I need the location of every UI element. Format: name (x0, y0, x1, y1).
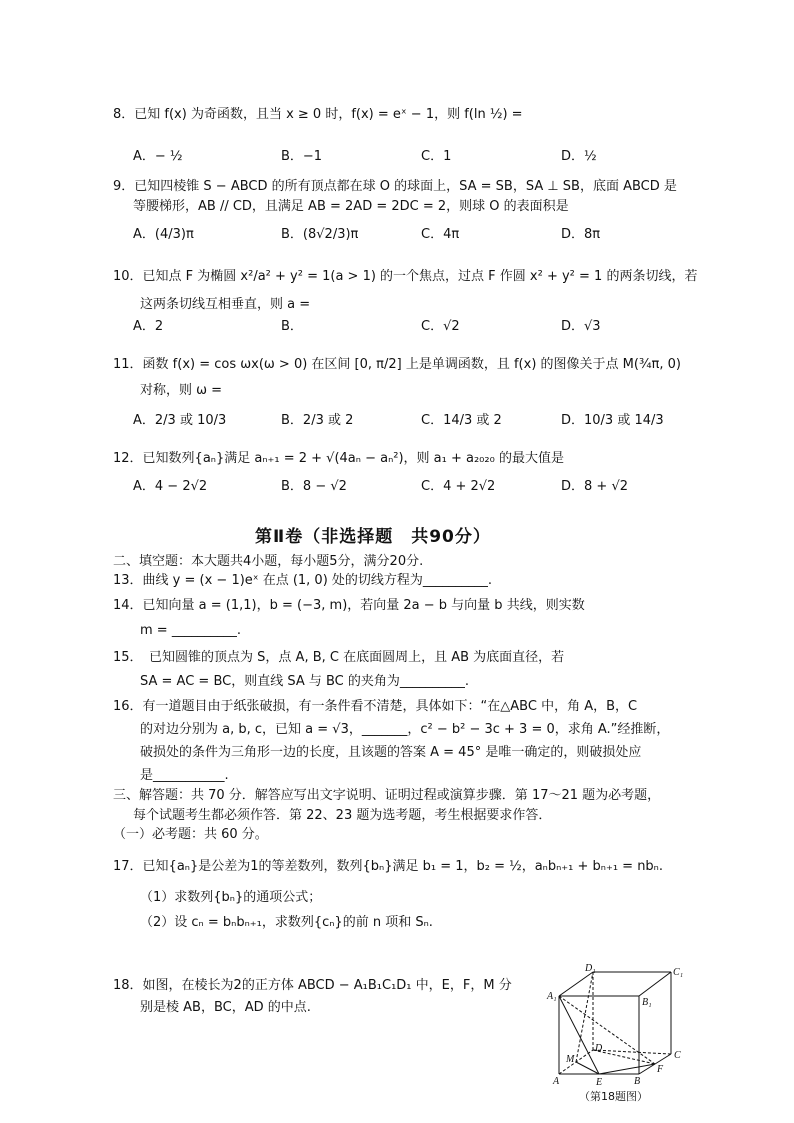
q9-option-d: D．8π (561, 227, 601, 242)
q16-stem-line1: 16．有一道题目由于纸张破损，有一条件看不清楚，具体如下：“在△ABC 中，角 A，B，C (113, 699, 638, 714)
label-d: D (595, 1043, 603, 1054)
label-a: A (553, 1076, 560, 1087)
q18-stem-line2: 别是棱 AB，BC，AD 的中点. (140, 1000, 311, 1015)
q15-stem-line1: 15． 已知圆锥的顶点为 S，点 A, B, C 在底面圆周上，且 AB 为底面直径，若 (113, 650, 565, 665)
label-b: B (634, 1076, 641, 1087)
q9-option-c: C．4π (421, 227, 460, 242)
section2-heading: 二、填空题：本大题共4小题，每小题5分，满分20分. (113, 554, 424, 569)
q11-option-c: C．14/3 或 2 (421, 413, 502, 428)
q9-stem-line2: 等腰梯形，AB // CD，且满足 AB = 2AD = 2DC = 2，则球 O 的表面积是 (133, 199, 569, 214)
q9-option-a: A．(4/3)π (133, 227, 194, 242)
edge-dc (593, 1050, 671, 1054)
section3-heading-line1: 三、解答题：共 70 分．解答应写出文字说明、证明过程或演算步骤．第 17～21 题为必考题， (113, 788, 661, 803)
label-c: C (674, 1050, 681, 1061)
q18-cube-figure (545, 962, 695, 1110)
edge-c1b1 (639, 972, 671, 996)
q14-stem-line2: m = __________. (140, 623, 241, 638)
section3-heading-line3: （一）必考题：共 60 分。 (113, 827, 268, 842)
q12-option-c: C．4 + 2√2 (421, 479, 496, 494)
q11-stem-line2: 对称，则 ω = (140, 383, 223, 398)
q11-option-b: B．2/3 或 2 (281, 413, 354, 428)
label-f: F (657, 1064, 664, 1075)
q8-option-c: C．1 (421, 149, 452, 164)
q10-stem-line2: 这两条切线互相垂直，则 a = (140, 297, 311, 312)
label-b1: B₁ (642, 997, 652, 1008)
label-m: M (566, 1054, 575, 1065)
label-d1: D₁ (585, 963, 596, 974)
q10-stem-line1: 10．已知点 F 为椭圆 x²/a² + y² = 1(a > 1) 的一个焦点，过点 F 作圆 x² + y² = 1 的两条切线，若 (113, 269, 698, 284)
line-md1 (576, 972, 593, 1062)
q10-option-d: D．√3 (561, 319, 601, 334)
q12-stem: 12．已知数列{aₙ}满足 aₙ₊₁ = 2 + √(4aₙ − aₙ²)，则 a₁ + a₂₀₂₀ 的最大值是 (113, 451, 564, 466)
q16-stem-line4: 是___________. (140, 768, 229, 783)
q16-stem-line2: 的对边分别为 a, b, c，已知 a = √3，_______，c² − b² − 3c + 3 = 0，求角 A.”经推断， (140, 722, 670, 737)
q9-stem-line1: 9．已知四棱锥 S − ABCD 的所有顶点都在球 O 的球面上，SA = SB，SA ⊥ SB，底面 ABCD 是 (113, 179, 677, 194)
q8-option-d: D．½ (561, 149, 597, 164)
q10-option-a: A．2 (133, 319, 164, 334)
q11-option-a: A．2/3 或 10/3 (133, 413, 227, 428)
q15-stem-line2: SA = AC = BC，则直线 SA 与 BC 的夹角为__________. (140, 674, 470, 689)
q12-option-b: B．8 − √2 (281, 479, 347, 494)
q8-stem: 8．已知 f(x) 为奇函数，且当 x ≥ 0 时，f(x) = eˣ − 1，则 f(ln ½) = (113, 107, 523, 122)
label-e: E (596, 1077, 603, 1088)
q9-option-b: B．(8√2/3)π (281, 227, 359, 242)
part2-title: 第Ⅱ卷（非选择题 共90分） (255, 527, 491, 547)
q8-option-a: A．− ½ (133, 149, 183, 164)
q10-option-c: C．√2 (421, 319, 460, 334)
q8-option-b: B．−1 (281, 149, 323, 164)
q17-part1: （1）求数列{bₙ}的通项公式； (140, 890, 322, 905)
q12-option-a: A．4 − 2√2 (133, 479, 208, 494)
section3-heading-line2: 每个试题考生都必须作答．第 22、23 题为选考题，考生根据要求作答． (133, 808, 552, 823)
edge-a1d1 (559, 972, 593, 996)
q11-stem-line1: 11．函数 f(x) = cos ωx(ω > 0) 在区间 [0, π/2] 上是单调函数，且 f(x) 的图像关于点 M(¾π, 0) (113, 357, 681, 372)
q18-stem-line1: 18．如图，在棱长为2的正方体 ABCD − A₁B₁C₁D₁ 中，E，F，M 分 (113, 978, 512, 993)
label-c1: C₁ (673, 967, 684, 978)
q14-stem-line1: 14．已知向量 a = (1,1)，b = (−3, m)，若向量 2a − b 与向量 b 共线，则实数 (113, 598, 585, 613)
q11-option-d: D．10/3 或 14/3 (561, 413, 664, 428)
q18-figure-caption: （第18题图） (579, 1090, 648, 1103)
q16-stem-line3: 破损处的条件为三角形一边的长度，且该题的答案 A = 45° 是唯一确定的，则破损处应 (140, 745, 642, 760)
q17-part2: （2）设 cₙ = bₙbₙ₊₁，求数列{cₙ}的前 n 项和 Sₙ. (140, 915, 433, 930)
q10-option-b: B． (281, 319, 303, 334)
q12-option-d: D．8 + √2 (561, 479, 628, 494)
label-a1: A₁ (547, 991, 557, 1002)
q17-stem: 17．已知{aₙ}是公差为1的等差数列，数列{bₙ}满足 b₁ = 1，b₂ = ½，aₙbₙ₊₁ + bₙ₊₁ = nbₙ. (113, 859, 663, 874)
q13-stem: 13．曲线 y = (x − 1)eˣ 在点 (1, 0) 处的切线方程为__________. (113, 573, 493, 588)
